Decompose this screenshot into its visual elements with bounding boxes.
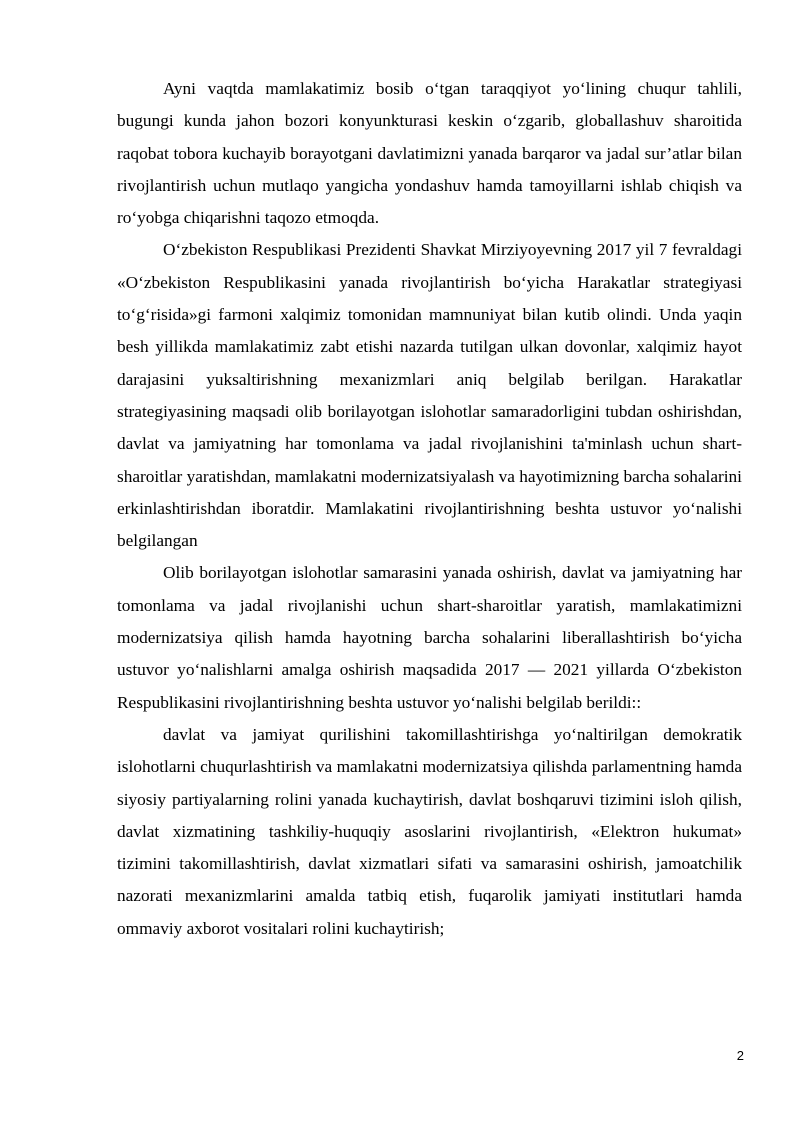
paragraph-4: davlat va jamiyat qurilishini takomillashtirishga yo‘naltirilgan demokratik islohotlarni chuqurlashtirish va mamlakatni modernizatsiya qilishda parlamentning hamda siyosiy partiyalarning rolini yanada kuchaytirish, davlat boshqaruvi tizimini isloh qilish, davlat xizmatining tashkiliy-huquqiy asoslarini rivojlantirish, «Elektron hukumat» tizimini takomillashtirish, davlat xizmatlari sifati va samarasini oshirish, jamoatchilik nazorati mexanizmlarini amalda tatbiq etish, fuqarolik jamiyati institutlari hamda ommaviy axborot vositalari rolini kuchaytirish; <box>117 724 742 938</box>
paragraph-2: O‘zbekiston Respublikasi Prezidenti Shavkat Mirziyoyevning 2017 yil 7 fevraldagi «O‘zbekiston Respublikasini yanada rivojlantirish bo‘yicha Harakatlar strategiyasi to‘g‘risida»gi farmoni xalqimiz tomonidan mamnuniyat bilan kutib olindi. Unda yaqin besh yillikda mamlakatimiz zabt etishi nazarda tutilgan ulkan dovonlar, xalqimiz hayot darajasini yuksaltirishning mexanizmlari aniq belgilab berilgan. Harakatlar strategiyasining maqsadi olib borilayotgan islohotlar samaradorligini tubdan oshirishdan, davlat va jamiyatning har tomonlama va jadal rivojlanishini ta'minlash uchun shart-sharoitlar yaratishdan, mamlakatni modernizatsiyalash va hayotimizning barcha sohalarini erkinlashtirishdan iboratdir. Mamlakatini rivojlantirishning beshta ustuvor yo‘nalishi belgilangan <box>117 240 742 551</box>
page-number: 2 <box>736 1048 744 1063</box>
paragraph-1: Ayni vaqtda mamlakatimiz bosib o‘tgan taraqqiyot yo‘lining chuqur tahlili, bugungi kunda jahon bozori konyunkturasi keskin o‘zgarib, globallashuv sharoitida raqobat tobora kuchayib borayotgani davlatimizni yanada barqaror va jadal sur’atlar bilan rivojlantirish uchun mutlaqo yangicha yondashuv hamda tamoyillarni ishlab chiqish va ro‘yobga chiqarishni taqozo etmoqda. <box>117 79 742 228</box>
document-body <box>117 73 742 945</box>
paragraph-3: Olib borilayotgan islohotlar samarasini yanada oshirish, davlat va jamiyatning har tomonlama va jadal rivojlanishi uchun shart-sharoitlar yaratish, mamlakatimizni modernizatsiya qilish hamda hayotning barcha sohalarini liberallashtirish bo‘yicha ustuvor yo‘nalishlarni amalga oshirish maqsadida 2017 — 2021 yillarda O‘zbekiston Respublikasini rivojlantirishning beshta ustuvor yo‘nalishi belgilab berildi:: <box>117 563 742 712</box>
